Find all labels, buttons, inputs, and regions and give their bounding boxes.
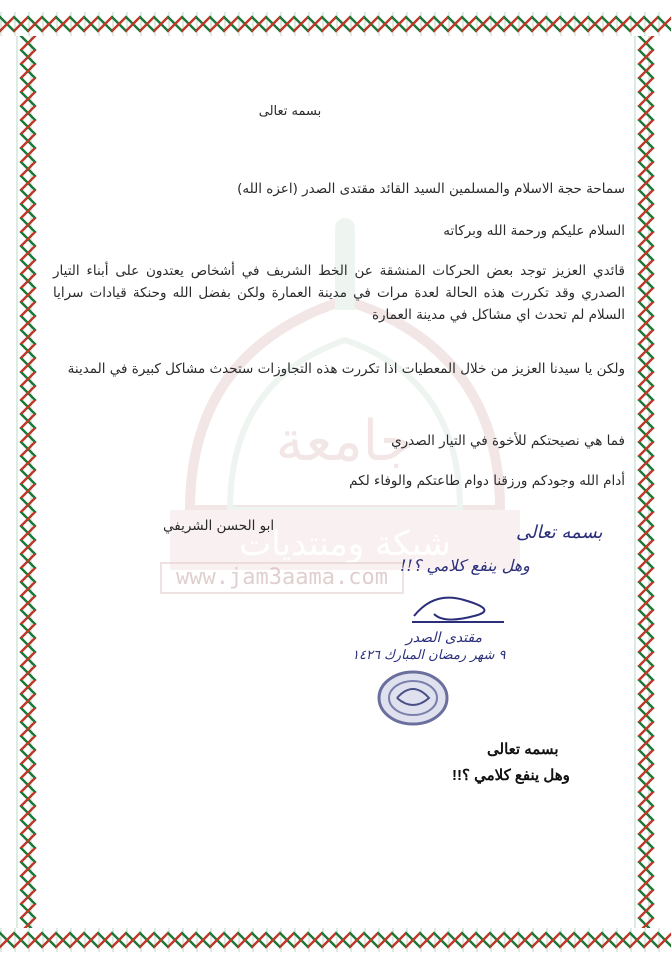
svg-text:شبكة ومنتديات: شبكة ومنتديات <box>239 524 451 564</box>
handwritten-reply-text: وهل ينفع كلامي ؟!! <box>400 556 530 575</box>
decorative-border-bottom <box>0 928 671 952</box>
official-stamp <box>375 668 451 728</box>
handwritten-signature-name: مقتدى الصدر <box>406 630 482 646</box>
decorative-border-right <box>634 36 658 928</box>
transcription-line-1: بسمه تعالى <box>487 741 559 758</box>
greeting-line: السلام عليكم ورحمة الله وبركاته <box>443 223 625 239</box>
watermark-url: www.jam3aama.com <box>160 562 404 594</box>
basmala-heading: بسمه تعالى <box>258 104 322 119</box>
paragraph-2: ولكن يا سيدنا العزيز من خلال المعطيات اذا تكررت هذه التجاوزات ستحدث مشاكل كبيرة في المدينة <box>67 361 625 377</box>
sender-name: ابو الحسن الشريفي <box>163 518 275 534</box>
question-line: فما هي نصيحتكم للأخوة في التيار الصدري <box>391 433 625 449</box>
decorative-border-left <box>16 36 40 928</box>
handwritten-date: ٩ شهر رمضان المبارك ١٤٢٦ <box>352 648 506 663</box>
paragraph-1: قائدي العزيز توجد بعض الحركات المنشقة عن الخط الشريف في أشخاص يعتدون على أبناء التيار الصدري وقد تكررت هذه الحالة لعدة مرات في مدينة العمارة ولكن بفضل الله وحنكة قيادات سرايا السلام لم تحدث اي مشاكل في مدينة العمارة <box>53 263 625 323</box>
svg-text:جامعة: جامعة <box>275 409 415 474</box>
handwritten-basmala: بسمه تعالى <box>516 522 603 543</box>
decorative-border-top <box>0 12 671 36</box>
transcription-line-2: وهل ينفع كلامي ؟!! <box>452 767 570 784</box>
signature-scrawl <box>404 586 514 630</box>
recipient-line: سماحة حجة الاسلام والمسلمين السيد القائد مقتدى الصدر (اعزه الله) <box>237 181 625 197</box>
closing-line: أدام الله وجودكم ورزقنا دوام طاعتكم والوفاء لكم <box>349 473 625 489</box>
